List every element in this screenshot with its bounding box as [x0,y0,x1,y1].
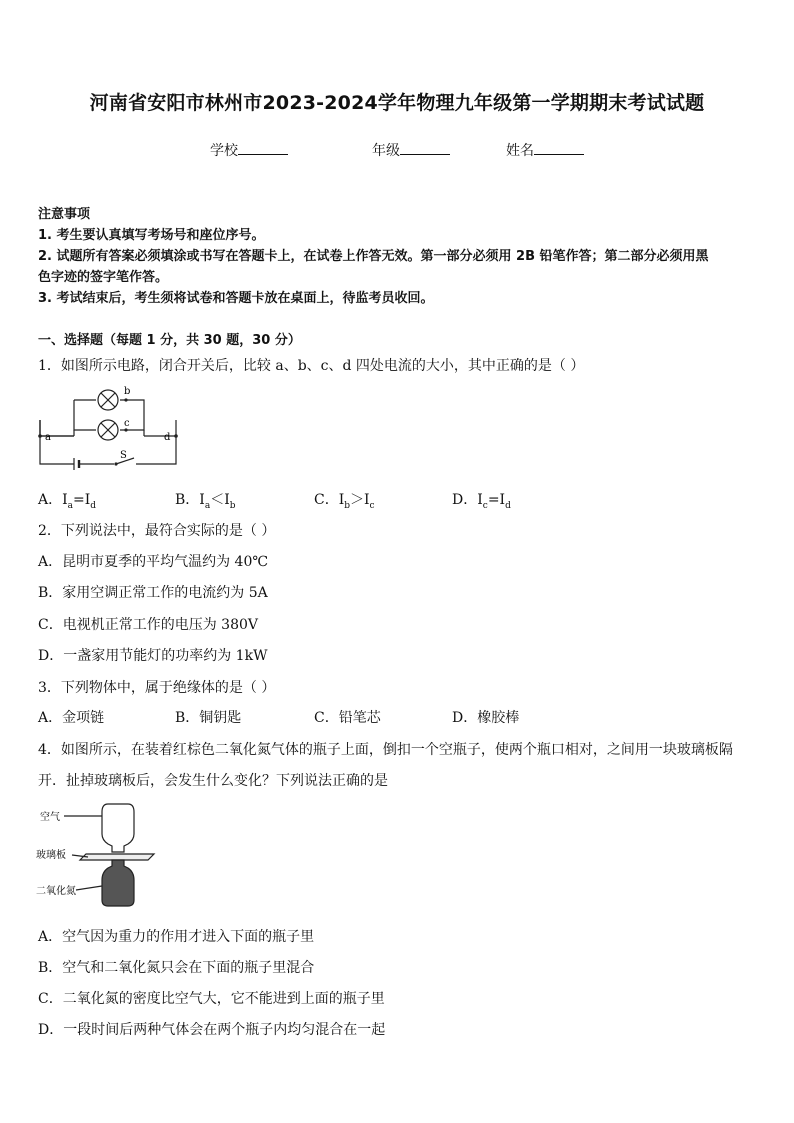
q2-option-a[interactable]: A．昆明市夏季的平均气温约为 40℃ [38,554,269,570]
notice-item: 色字迹的签字笔作答。 [38,270,169,285]
section-heading: 一、选择题（每题 1 分，共 30 题，30 分） [38,333,301,348]
notice-item: 2. 试题所有答案必须填涂或书写在答题卡上，在试卷上作答无效。第一部分必须用 2B 铅笔作答；第二部分必须用黑 [38,249,709,264]
circuit-label-s: S [120,450,127,461]
q3-option-d[interactable]: D．橡胶棒 [452,710,520,726]
q2-option-b[interactable]: B．家用空调正常工作的电流约为 5A [38,585,268,601]
question-4-stem-cont: 开．扯掉玻璃板后，会发生什么变化？下列说法正确的是 [38,773,388,789]
q4-option-a[interactable]: A．空气因为重力的作用才进入下面的瓶子里 [38,929,315,945]
notice-item: 3. 考试结束后，考生须将试卷和答题卡放在桌面上，待监考员收回。 [38,291,434,306]
circuit-label-b: b [124,386,131,397]
name-field[interactable] [506,140,584,160]
gas-diffusion-figure [36,800,166,910]
school-field[interactable] [210,140,288,160]
grade-field[interactable] [372,140,450,160]
grade-label: 年级 [372,143,400,159]
circuit-diagram [36,380,181,472]
grade-blank[interactable] [400,142,450,155]
circuit-label-c: c [124,418,130,429]
figure-label-air: 空气 [40,812,60,823]
school-blank[interactable] [238,142,288,155]
q1-option-c[interactable]: C．$I_b>I_c$ [314,492,375,511]
question-4-stem: 4．如图所示，在装着红棕色二氧化氮气体的瓶子上面，倒扣一个空瓶子，使两个瓶口相对，之间用一块玻璃板隔 [38,742,733,758]
question-3-stem: 3．下列物体中，属于绝缘体的是（ ） [38,680,276,696]
page-title: 河南省安阳市林州市2023-2024学年物理九年级第一学期期末考试试题 [89,92,705,114]
school-label: 学校 [210,143,238,159]
name-blank[interactable] [534,142,584,155]
figure-label-no2: 二氧化氮 [36,886,76,897]
notice-item: 1. 考生要认真填写考场号和座位序号。 [38,228,265,243]
q4-option-d[interactable]: D．一段时间后两种气体会在两个瓶子内均匀混合在一起 [38,1022,386,1038]
q4-option-c[interactable]: C．二氧化氮的密度比空气大，它不能进到上面的瓶子里 [38,991,385,1007]
q3-option-c[interactable]: C．铅笔芯 [314,710,381,726]
name-label: 姓名 [506,143,534,159]
notice-heading: 注意事项 [38,207,91,222]
question-2-stem: 2．下列说法中，最符合实际的是（ ） [38,523,276,539]
q2-option-d[interactable]: D．一盏家用节能灯的功率约为 1kW [38,648,268,664]
q1-option-a[interactable]: A．$I_a=I_d$ [38,492,97,511]
q2-option-c[interactable]: C．电视机正常工作的电压为 380V [38,617,258,633]
q3-option-b[interactable]: B．铜钥匙 [175,710,242,726]
q4-option-b[interactable]: B．空气和二氧化氮只会在下面的瓶子里混合 [38,960,315,976]
figure-label-glass: 玻璃板 [36,850,66,861]
q3-option-a[interactable]: A．金项链 [38,710,105,726]
circuit-label-a: a [45,432,51,443]
question-1-stem: 1．如图所示电路，闭合开关后，比较 a、b、c、d 四处电流的大小，其中正确的是（ ） [38,358,585,374]
q1-option-b[interactable]: B．$I_a<I_b$ [175,492,236,511]
circuit-label-d: d [164,432,171,443]
q1-option-d[interactable]: D．$I_c=I_d$ [452,492,511,511]
